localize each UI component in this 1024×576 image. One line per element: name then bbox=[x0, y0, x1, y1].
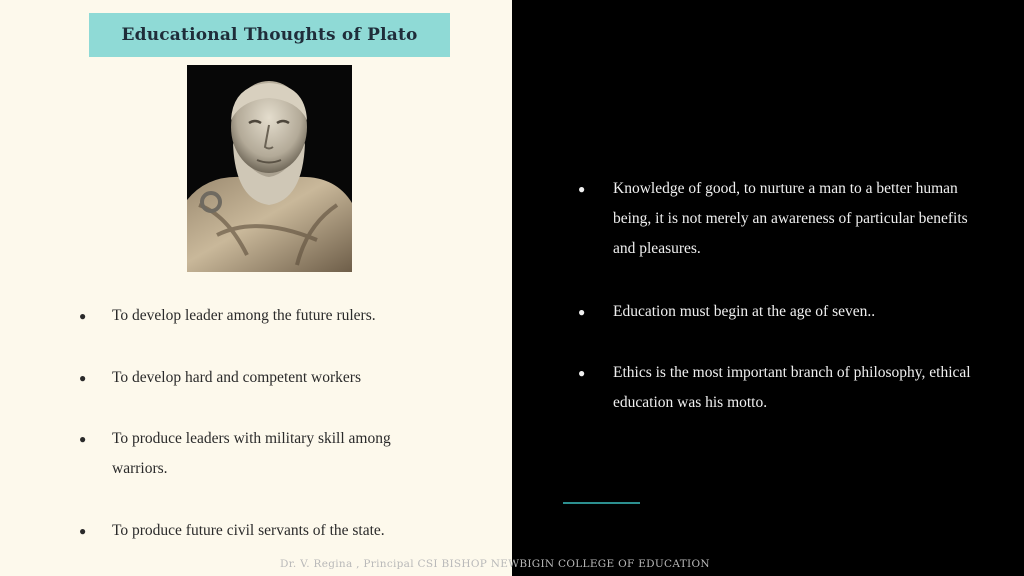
title-box bbox=[89, 13, 450, 57]
bullet-text: To develop hard and competent workers bbox=[112, 369, 361, 386]
bullet-text: To produce future civil servants of the state. bbox=[112, 522, 385, 539]
plato-bust-image bbox=[187, 65, 352, 272]
bullet-text: To develop leader among the future rulers. bbox=[112, 307, 376, 324]
right-panel bbox=[512, 0, 1024, 576]
bullet-icon: ● bbox=[79, 524, 87, 538]
slide-title: Educational Thoughts of Plato bbox=[121, 25, 418, 45]
bullet-icon: ● bbox=[79, 371, 87, 385]
bullet-icon: ● bbox=[578, 182, 586, 196]
bullet-text: Knowledge of good, to nurture a man to a better human being, it is not merely an awareness of particular benefits and pleasures. bbox=[613, 180, 968, 257]
bullet-icon: ● bbox=[79, 309, 87, 323]
bust-sculpture-image bbox=[187, 65, 352, 272]
bullet-icon: ● bbox=[578, 366, 586, 380]
bullet-text: Education must begin at the age of seven.. bbox=[613, 303, 876, 320]
bullet-text: To produce leaders with military skill among warriors. bbox=[112, 430, 391, 477]
bullet-icon: ● bbox=[578, 305, 586, 319]
footer-credit: Dr. V. Regina , Principal CSI BISHOP NEWBIGIN COLLEGE OF EDUCATION bbox=[280, 558, 710, 570]
bullet-text: Ethics is the most important branch of philosophy, ethical education was his motto. bbox=[613, 364, 971, 411]
accent-divider bbox=[563, 502, 640, 504]
bullet-icon: ● bbox=[79, 432, 87, 446]
